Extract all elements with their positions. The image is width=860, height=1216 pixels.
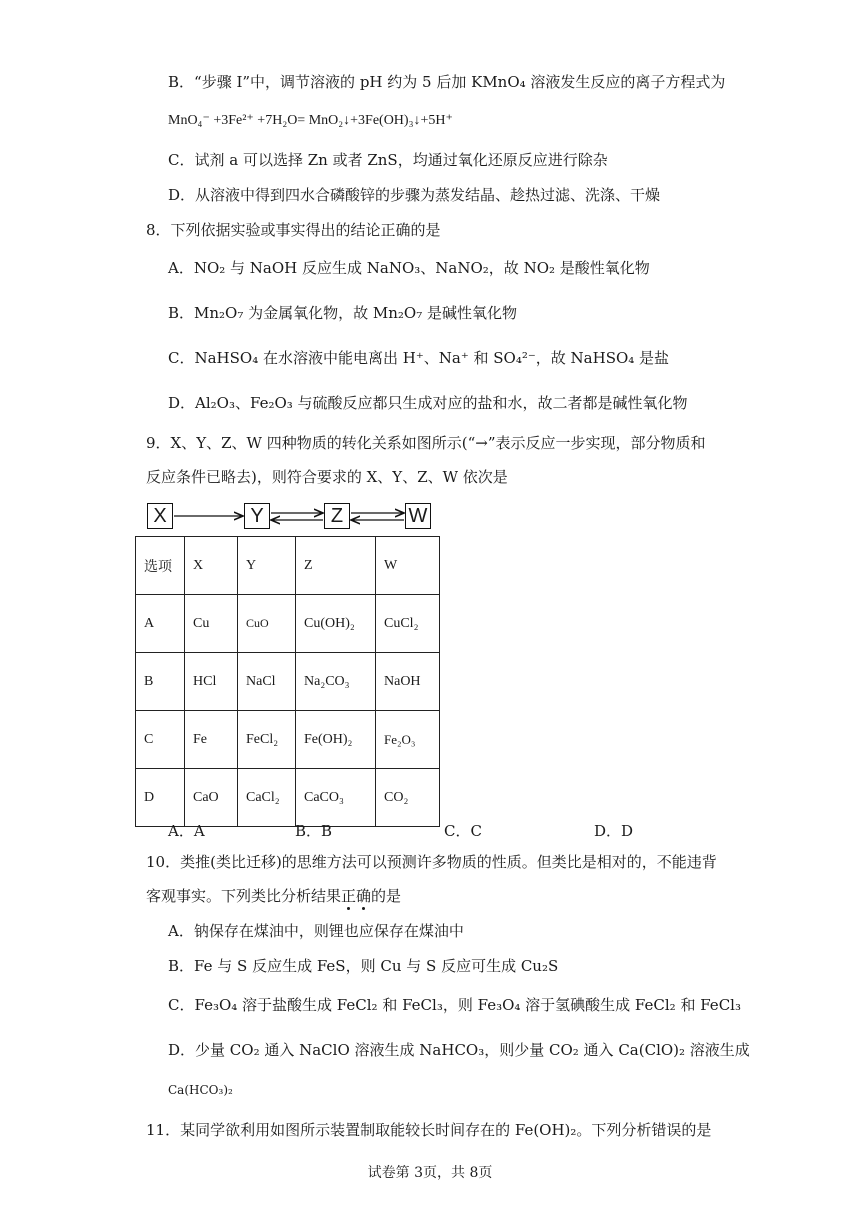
q8-option-b: B．Mn₂O₇ 为金属氧化物，故 Mn₂O₇ 是碱性氧化物 [168, 304, 518, 322]
q9-stem-line2: 反应条件已略去)，则符合要求的 X、Y、Z、W 依次是 [146, 468, 508, 486]
table-cell: D [136, 769, 185, 827]
q10-option-d-line1: D．少量 CO₂ 通入 NaClO 溶液生成 NaHCO₃，则少量 CO₂ 通入 Ca(ClO)₂ 溶液生成 [168, 1041, 750, 1059]
table-cell: CuCl₂ [376, 595, 440, 653]
table-cell: A [136, 595, 185, 653]
table-cell: Fe₂O₃ [376, 711, 440, 769]
table-header-cell: W [376, 537, 440, 595]
table-cell: NaCl [238, 653, 296, 711]
q8-stem: 8．下列依据实验或事实得出的结论正确的是 [146, 221, 441, 239]
table-cell: FeCl₂ [238, 711, 296, 769]
diagram-box-z: Z [324, 503, 350, 529]
table-row [136, 595, 440, 653]
table-cell: Cu(OH)₂ [296, 595, 376, 653]
q8-option-a: A．NO₂ 与 NaOH 反应生成 NaNO₃、NaNO₂，故 NO₂ 是酸性氧化物 [168, 259, 650, 277]
q8-option-d: D．Al₂O₃、Fe₂O₃ 与硫酸反应都只生成对应的盐和水，故二者都是碱性氧化物 [168, 394, 688, 412]
table-cell: Fe [185, 711, 238, 769]
table-cell: CuO [238, 595, 296, 653]
answer-b: B．B [295, 822, 333, 840]
table-cell: Na₂CO₃ [296, 653, 376, 711]
table-row [136, 769, 440, 827]
table-cell: Cu [185, 595, 238, 653]
q10-option-d-line2: Ca(HCO₃)₂ [168, 1083, 233, 1097]
answer-a: A．A [168, 822, 205, 840]
q10-option-a: A．钠保存在煤油中，则锂也应保存在煤油中 [168, 922, 464, 940]
table-cell: CaCl₂ [238, 769, 296, 827]
table-cell: B [136, 653, 185, 711]
q11-stem: 11．某同学欲利用如图所示装置制取能较长时间存在的 Fe(OH)₂。下列分析错误的是 [146, 1121, 712, 1139]
q9-stem-line1: 9．X、Y、Z、W 四种物质的转化关系如图所示(“→”表示反应一步实现，部分物质和 [146, 434, 706, 452]
table-header-cell: X [185, 537, 238, 595]
q7-option-d: D．从溶液中得到四水合磷酸锌的步骤为蒸发结晶、趁热过滤、洗涤、干燥 [168, 186, 661, 204]
q7-option-b-line1: B．“步骤 I”中，调节溶液的 pH 约为 5 后加 KMnO₄ 溶液发生反应的离子方程式为 [168, 73, 726, 91]
table-cell: CO₂ [376, 769, 440, 827]
q7-option-b-equation: MnO₄⁻ +3Fe²⁺ +7H₂O= MnO₂↓+3Fe(OH)₃↓+5H⁺ [168, 113, 453, 128]
table-cell: CaCO₃ [296, 769, 376, 827]
q7-option-c: C．试剂 a 可以选择 Zn 或者 ZnS，均通过氧化还原反应进行除杂 [168, 151, 608, 169]
q9-answer-choices [0, 820, 860, 840]
answer-d: D．D [594, 822, 634, 840]
diagram-box-y: Y [244, 503, 270, 529]
emphasis-dot-char: 确 [356, 887, 372, 905]
table-cell: HCl [185, 653, 238, 711]
q10-stem-line1: 10．类推(类比迁移)的思维方法可以预测许多物质的性质。但类比是相对的，不能违背 [146, 853, 717, 871]
page-footer: 试卷第 3页，共 8页 [367, 1165, 493, 1181]
table-header-row [136, 537, 440, 595]
table-cell: NaOH [376, 653, 440, 711]
table-header-cell: Z [296, 537, 376, 595]
diagram-box-w: W [405, 503, 431, 529]
table-row [136, 711, 440, 769]
q10-option-b: B．Fe 与 S 反应生成 FeS，则 Cu 与 S 反应可生成 Cu₂S [168, 957, 559, 975]
q10-stem-text: 客观事实。下列类比分析结果 [146, 887, 342, 905]
q8-option-c: C．NaHSO₄ 在水溶液中能电离出 H⁺、Na⁺ 和 SO₄²⁻，故 NaHSO₄ 是盐 [168, 349, 670, 367]
table-cell: Fe(OH)₂ [296, 711, 376, 769]
table-header-cell: 选项 [136, 537, 185, 595]
table-cell: C [136, 711, 185, 769]
q9-options-table [135, 536, 440, 827]
table-cell: CaO [185, 769, 238, 827]
q10-option-c: C．Fe₃O₄ 溶于盐酸生成 FeCl₂ 和 FeCl₃，则 Fe₃O₄ 溶于氢碘酸生成 FeCl₂ 和 FeCl₃ [168, 996, 741, 1014]
diagram-arrows [0, 0, 860, 560]
q10-stem-text: 的是 [371, 887, 402, 905]
diagram-box-x: X [147, 503, 173, 529]
table-row [136, 653, 440, 711]
q10-stem-line2 [146, 886, 401, 906]
emphasis-dot-char: 正 [341, 887, 357, 905]
table-header-cell: Y [238, 537, 296, 595]
answer-c: C．C [444, 822, 482, 840]
